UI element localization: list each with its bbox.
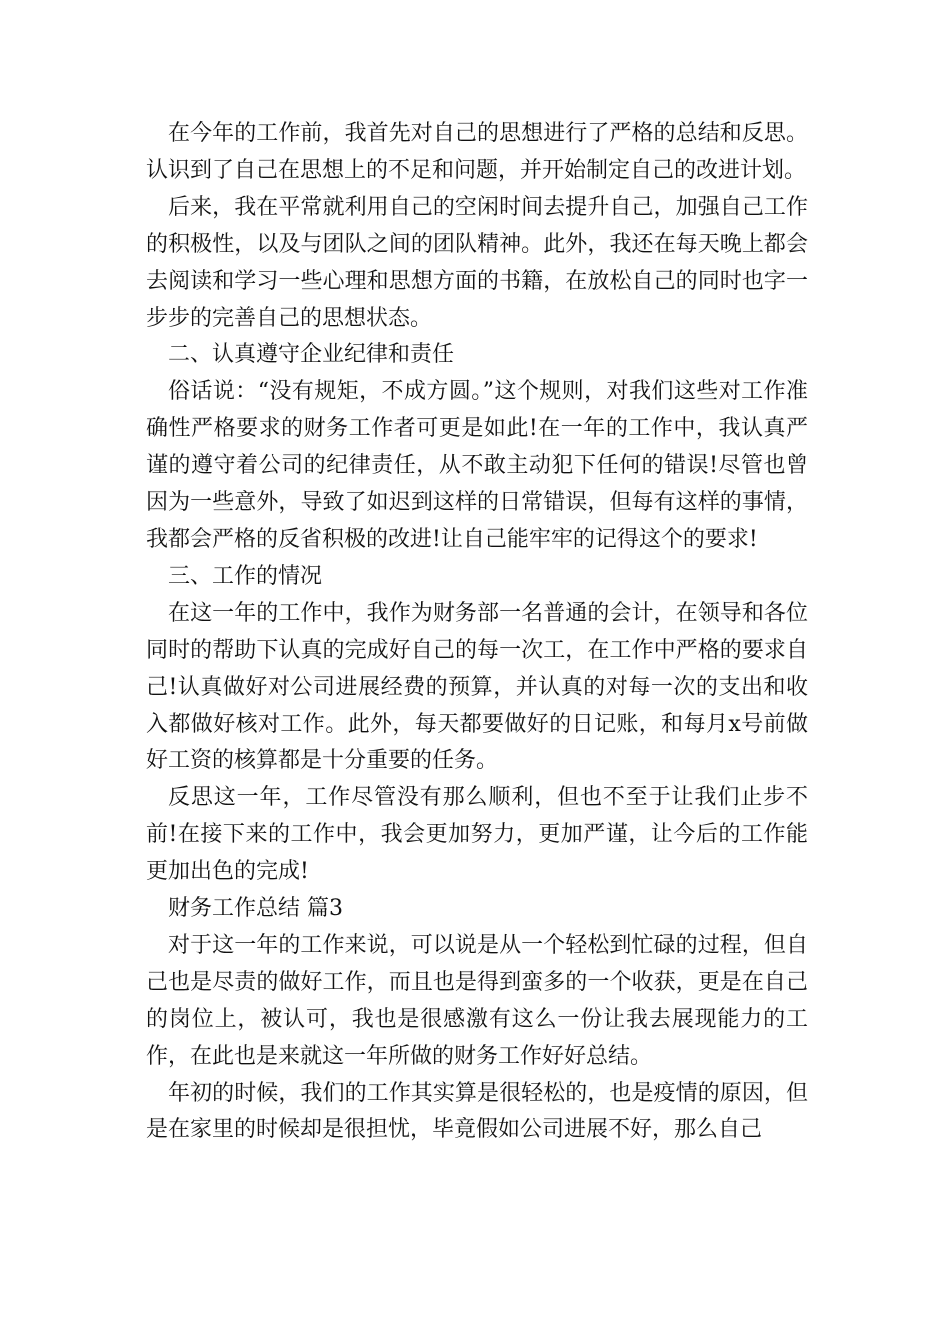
document-body (146, 116, 808, 1149)
paragraph-year-reflection: 反思这一年，工作尽管没有那么顺利，但也不至于让我们止步不前!在接下来的工作中，我会更加努力，更加严谨，让今后的工作能更加出色的完成! (146, 785, 808, 885)
section-heading-discipline: 二、认真遵守企业纪律和责任 (168, 342, 455, 368)
paragraph-self-improvement: 后来，我在平常就利用自己的空闲时间去提升自己，加强自己工作的积极性，以及与团队之间的团队精神。此外，我还在每天晚上都会去阅读和学习一些心理和思想方面的书籍，在放松自己的同时也字一步步的完善自己的思想状态。 (146, 194, 808, 331)
paragraph-early-year: 年初的时候，我们的工作其实算是很轻松的，也是疫情的原因，但是在家里的时候却是很担忧，毕竟假如公司进展不好，那么自己 (146, 1080, 808, 1143)
section-heading-work-status: 三、工作的情况 (168, 563, 323, 589)
paragraph-year-overview: 对于这一年的工作来说，可以说是从一个轻松到忙碌的过程，但自己也是尽责的做好工作，而且也是得到蛮多的一个收获，更是在自己的岗位上，被认可，我也是很感激有这么一份让我去展现能力的工作，在此也是来就这一年所做的财务工作好好总结。 (146, 932, 808, 1069)
article-heading-part-3: 财务工作总结 篇3 (168, 896, 343, 922)
paragraph-work-status: 在这一年的工作中，我作为财务部一名普通的会计，在领导和各位同时的帮助下认真的完成好自己的每一次工，在工作中严格的要求自己!认真做好对公司进展经费的预算，并认真的对每一次的支出和收入都做好核对工作。此外，每天都要做好的日记账，和每月x号前做好工资的核算都是十分重要的任务。 (146, 600, 808, 774)
paragraph-reflection: 在今年的工作前，我首先对自己的思想进行了严格的总结和反思。认识到了自己在思想上的不足和问题，并开始制定自己的改进计划。 (146, 121, 808, 183)
paragraph-discipline: 俗话说：“没有规矩，不成方圆。”这个规则，对我们这些对工作准确性严格要求的财务工作者可更是如此!在一年的工作中，我认真严谨的遵守着公司的纪律责任，从不敢主动犯下任何的错误!尽管也曾因为一些意外，导致了如迟到这样的日常错误，但每有这样的事情，我都会严格的反省积极的改进!让自己能牢牢的记得这个的要求! (146, 379, 808, 552)
